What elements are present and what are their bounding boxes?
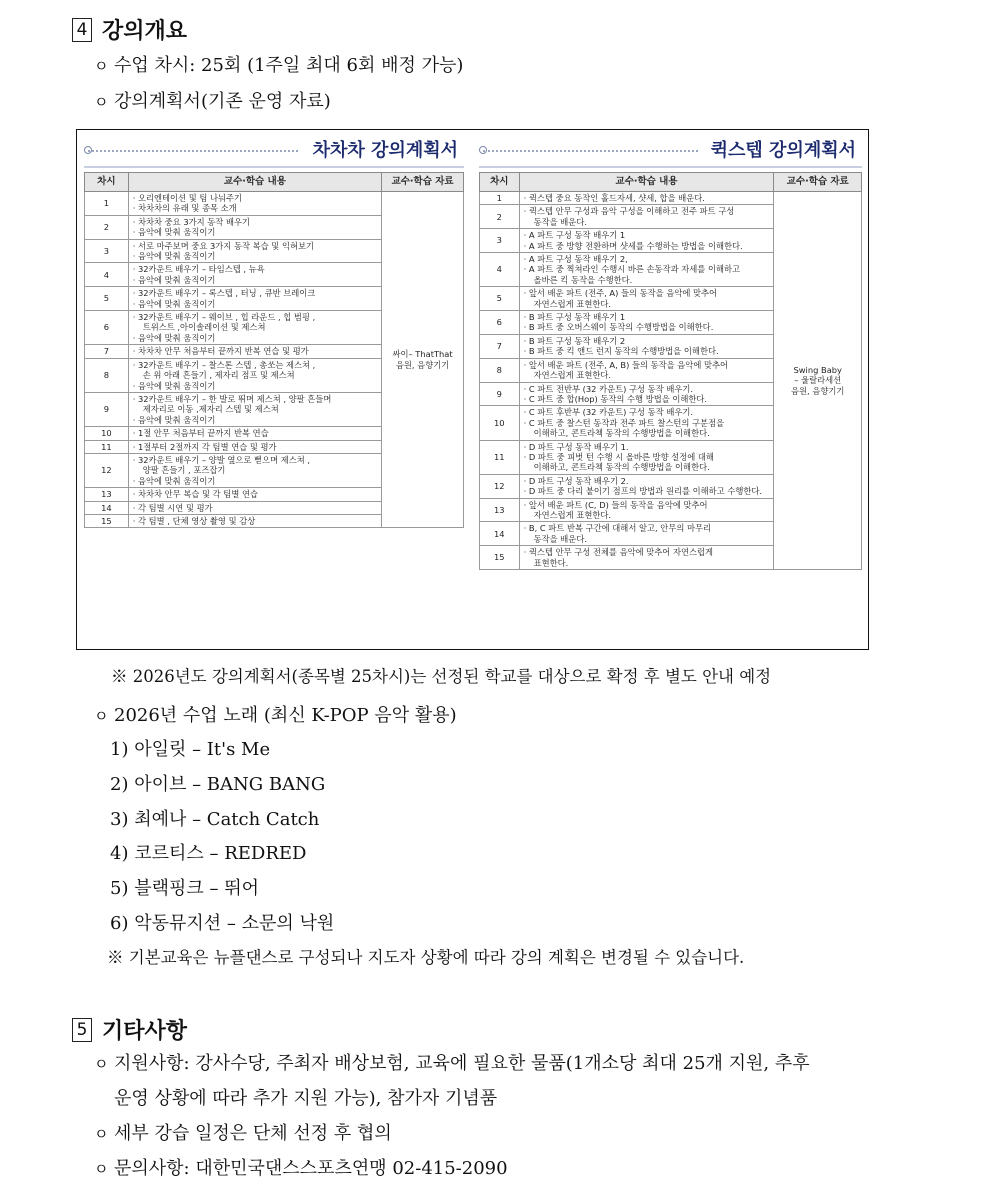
session-content xyxy=(128,215,381,239)
content-line: · 각 팀별 시연 및 평가 xyxy=(132,502,213,513)
session-number: 7 xyxy=(85,345,129,358)
session-number: 8 xyxy=(85,358,129,392)
session-content xyxy=(519,498,774,522)
plan-note: ※ 2026년도 강의계획서(종목별 25차시)는 선정된 학교를 대상으로 확정 후 별도 안내 예정 xyxy=(111,667,772,686)
content-line: · 앞서 배운 파트 (전주, A) 들의 동작을 음악에 맞추어 xyxy=(523,288,718,299)
session-content xyxy=(519,546,774,570)
bullet-text: 문의사항: 대한민국댄스스포츠연맹 02-415-2090 xyxy=(114,1158,508,1179)
session-content xyxy=(519,440,774,474)
session-number: 8 xyxy=(480,358,520,382)
session-number: 7 xyxy=(480,334,520,358)
material-line: 음원, 음향기기 xyxy=(791,385,845,396)
bullet-schedule xyxy=(94,1122,392,1146)
session-number: 4 xyxy=(85,263,129,287)
session-content xyxy=(128,427,381,440)
quickstep-table xyxy=(479,172,862,570)
content-line: · 32카운트 배우기 – 록스텝 , 터닝 , 큐반 브레이크 xyxy=(132,288,316,299)
bullet-text: 2026년 수업 노래 (최신 K-POP 음악 활용) xyxy=(114,705,457,726)
content-line: · 음악에 맞춰 움직이기 xyxy=(132,274,216,285)
section-5-heading xyxy=(72,1014,187,1045)
session-content xyxy=(128,488,381,501)
content-line: · D 파트 중 피벗 턴 수행 시 올바른 방향 설정에 대해 xyxy=(523,451,714,462)
content-line: · 32카운트 배우기 – 양발 옆으로 뻗으며 제스쳐 , xyxy=(132,454,311,465)
content-line: · A 파트 구성 동작 배우기 1 xyxy=(523,230,626,241)
bullet-plan xyxy=(94,90,331,114)
content-line: · C 파트 중 찰스턴 동작과 전주 파트 찰스턴의 구분점을 xyxy=(523,417,725,428)
bullet-mark: ㅇ xyxy=(94,707,109,725)
content-line: · 음악에 맞춰 움직이기 xyxy=(132,298,216,309)
content-line: · D 파트 구성 동작 배우기 2. xyxy=(523,475,629,486)
content-line: · 1절부터 2절까지 각 팀별 연습 및 평가 xyxy=(132,441,277,452)
session-number: 12 xyxy=(85,453,129,487)
session-content xyxy=(128,453,381,487)
content-line: 제자리로 이동 ,제자리 스텝 및 제스쳐 xyxy=(142,404,279,415)
section-title: 강의개요 xyxy=(102,19,188,44)
session-content xyxy=(128,311,381,345)
plan-header xyxy=(479,136,862,172)
session-content xyxy=(519,382,774,406)
bullet-support xyxy=(94,1052,810,1076)
content-line: · D 파트 구성 동작 배우기 1. xyxy=(523,441,629,452)
content-line: 표현한다. xyxy=(533,557,569,568)
content-line: · B 파트 구성 동작 배우기 2 xyxy=(523,335,626,346)
content-line: · 앞서 배운 파트 (C, D) 들의 동작을 음악에 맞추어 xyxy=(523,499,708,510)
session-content xyxy=(519,311,774,335)
content-line: 이해하고, 콘트라첵 동작의 수행방법을 이해한다. xyxy=(533,462,710,473)
bullet-mark: ㅇ xyxy=(94,1055,109,1073)
session-content xyxy=(128,287,381,311)
plan-header xyxy=(84,136,464,172)
content-line: 자연스럽게 표현한다. xyxy=(533,509,612,520)
table-row xyxy=(480,192,862,205)
table-header-row xyxy=(85,173,464,192)
bullet-songs xyxy=(94,704,457,728)
session-number: 15 xyxy=(480,546,520,570)
material-cell xyxy=(774,192,862,570)
content-line: · C 파트 후반부 (32 카운트) 구성 동작 배우기. xyxy=(523,407,694,418)
session-content xyxy=(128,501,381,514)
bullet-mark: ㅇ xyxy=(94,57,109,75)
table-header-row xyxy=(480,173,862,192)
section-number: 4 xyxy=(72,18,92,42)
bullet-support-cont xyxy=(114,1087,497,1111)
session-content xyxy=(519,229,774,253)
session-number: 6 xyxy=(480,311,520,335)
quickstep-plan xyxy=(479,136,862,570)
session-number: 3 xyxy=(85,239,129,263)
content-line: · 차차차의 유래 및 종목 소개 xyxy=(132,203,237,214)
content-line: · A 파트 구성 동작 배우기 2, xyxy=(523,254,628,265)
session-content xyxy=(128,192,381,216)
content-line: 올바른 킥 동작을 수행한다. xyxy=(533,274,633,285)
session-content xyxy=(128,345,381,358)
session-number: 1 xyxy=(85,192,129,216)
session-number: 13 xyxy=(85,488,129,501)
content-line: · 퀵스텝 안무 구성과 음악 구성을 이해하고 전주 파트 구성 xyxy=(523,206,735,217)
session-content xyxy=(519,334,774,358)
session-number: 4 xyxy=(480,253,520,287)
bullet-text: 운영 상황에 따라 추가 지원 가능), 참가자 기념품 xyxy=(114,1088,498,1109)
session-content xyxy=(519,406,774,440)
content-line: · 각 팀별 , 단체 영상 촬영 및 감상 xyxy=(132,515,256,526)
content-line: · 차차차 안무 복습 및 각 팀별 연습 xyxy=(132,489,258,500)
material-line: Swing Baby xyxy=(793,364,842,375)
bullet-text: 지원사항: 강사수당, 주최자 배상보험, 교육에 필요한 물품(1개소당 최대 25개 지원, 추후 xyxy=(114,1053,810,1074)
session-content xyxy=(519,358,774,382)
bullet-mark: ㅇ xyxy=(94,1160,109,1178)
content-line: · 32카운트 배우기 – 찰스톤 스텝 , 총쏘는 제스쳐 , xyxy=(132,359,316,370)
content-line: · 앞서 배운 파트 (전주, A, B) 들의 동작을 음악에 맞추어 xyxy=(523,359,729,370)
session-number: 9 xyxy=(85,392,129,426)
session-number: 9 xyxy=(480,382,520,406)
session-number: 10 xyxy=(480,406,520,440)
session-content xyxy=(128,440,381,453)
session-content xyxy=(128,358,381,392)
session-content xyxy=(128,239,381,263)
lecture-plan-figure xyxy=(76,129,869,650)
song-item: 1) 아일릿 – It's Me xyxy=(110,739,271,760)
session-content xyxy=(519,474,774,498)
session-number: 10 xyxy=(85,427,129,440)
content-line: · B 파트 구성 동작 배우기 1 xyxy=(523,312,626,323)
section-number: 5 xyxy=(72,1018,92,1042)
curriculum-note: ※ 기본교육은 뉴플댄스로 구성되나 지도자 상황에 따라 강의 계획은 변경될 수 있습니다. xyxy=(107,948,745,967)
session-content xyxy=(519,192,774,205)
chachacha-table xyxy=(84,172,464,528)
content-line: 동작을 배운다. xyxy=(533,533,587,544)
session-content xyxy=(128,514,381,527)
content-line: 트위스트 ,아이솔레이션 및 제스쳐 xyxy=(142,322,266,333)
session-number: 12 xyxy=(480,474,520,498)
content-line: · 1절 안무 처음부터 끝까지 반복 연습 xyxy=(132,428,269,439)
session-number: 2 xyxy=(480,205,520,229)
bullet-mark: ㅇ xyxy=(94,93,109,111)
content-line: · 음악에 맞춰 움직이기 xyxy=(132,475,216,486)
content-line: · 퀵스텝 안무 구성 전체를 음악에 맞추어 자연스럽게 xyxy=(523,547,714,558)
content-line: · 차차차 안무 처음부터 끝까지 반복 연습 및 평가 xyxy=(132,346,309,357)
content-line: · 32카운트 배우기 – 타임스텝 , 뉴욕 xyxy=(132,264,265,275)
session-number: 3 xyxy=(480,229,520,253)
bullet-text: 강의계획서(기존 운영 자료) xyxy=(114,91,331,112)
col-header: 교수·학습 내용 xyxy=(128,173,381,192)
content-line: · 퀵스텝 중요 동작인 홀드자세, 샷세, 합을 배운다. xyxy=(523,193,705,203)
content-line: · A 파트 중 방향 전환하며 샷세를 수행하는 방법을 이해한다. xyxy=(523,240,743,251)
header-underline xyxy=(84,166,464,168)
session-content xyxy=(519,522,774,546)
col-header: 교수·학습 내용 xyxy=(519,173,774,192)
col-header: 차시 xyxy=(480,173,520,192)
material-line: 싸이– ThatThat xyxy=(392,349,453,360)
content-line: · B 파트 중 오버스웨이 동작의 수행방법을 이해한다. xyxy=(523,322,714,333)
material-line: 음원, 음향기기 xyxy=(395,359,450,370)
session-content xyxy=(519,287,774,311)
col-header: 교수·학습 자료 xyxy=(774,173,862,192)
content-line: · A 파트 중 찍쳐라인 수행시 바른 손동작과 자세를 이해하고 xyxy=(523,264,741,275)
song-item: 3) 최예나 – Catch Catch xyxy=(110,809,320,830)
session-number: 5 xyxy=(480,287,520,311)
material-cell xyxy=(382,192,464,528)
content-line: · D 파트 중 다리 붙이기 점프의 방법과 원리를 이해하고 수행한다. xyxy=(523,486,763,497)
session-number: 14 xyxy=(480,522,520,546)
content-line: · 음악에 맞춰 움직이기 xyxy=(132,414,216,425)
content-line: · 서로 마주보며 중요 3가지 동작 복습 및 익혀보기 xyxy=(132,240,315,251)
plan-title: 차차차 강의계획서 xyxy=(312,140,458,161)
section-4-heading xyxy=(72,14,187,45)
table-row xyxy=(85,192,464,216)
content-line: · 음악에 맞춰 움직이기 xyxy=(132,380,216,391)
content-line: · B, C 파트 반복 구간에 대해서 알고, 안무의 마무리 xyxy=(523,523,712,534)
session-number: 11 xyxy=(480,440,520,474)
song-item: 4) 코르티스 – REDRED xyxy=(110,843,307,864)
plan-title: 퀵스텝 강의계획서 xyxy=(710,140,856,161)
session-number: 13 xyxy=(480,498,520,522)
song-item: 6) 악동뮤지션 – 소문의 낙원 xyxy=(110,913,335,934)
col-header: 교수·학습 자료 xyxy=(382,173,464,192)
content-line: · 음악에 맞춰 움직이기 xyxy=(132,227,216,238)
session-content xyxy=(128,392,381,426)
content-line: 동작을 배운다. xyxy=(533,216,587,227)
table-body xyxy=(85,192,464,528)
content-line: 이해하고, 콘트라첵 동작의 수행방법을 이해한다. xyxy=(533,428,710,439)
session-number: 5 xyxy=(85,287,129,311)
session-content xyxy=(519,253,774,287)
content-line: 자연스럽게 표현한다. xyxy=(533,298,612,309)
session-content xyxy=(128,263,381,287)
song-item: 5) 블랙핑크 – 뛰어 xyxy=(110,878,259,899)
bullet-mark: ㅇ xyxy=(94,1125,109,1143)
bullet-text: 수업 차시: 25회 (1주일 최대 6회 배정 가능) xyxy=(114,55,464,76)
session-number: 11 xyxy=(85,440,129,453)
section-title: 기타사항 xyxy=(102,1019,188,1044)
bullet-text: 세부 강습 일정은 단체 선정 후 협의 xyxy=(114,1123,392,1144)
content-line: 손 위 아래 흔들기 , 제자리 점프 및 제스쳐 xyxy=(142,370,295,381)
session-number: 1 xyxy=(480,192,520,205)
session-content xyxy=(519,205,774,229)
chachacha-plan xyxy=(84,136,464,528)
content-line: · C 파트 중 합(Hop) 동작의 수행 방법을 이해한다. xyxy=(523,393,708,404)
bullet-sessions xyxy=(94,54,463,78)
header-underline xyxy=(479,166,862,168)
table-body xyxy=(480,192,862,570)
session-number: 2 xyxy=(85,215,129,239)
session-number: 6 xyxy=(85,311,129,345)
content-line: · 32카운트 배우기 – 웨이브 , 힙 라운드 , 힙 범핑 , xyxy=(132,312,316,323)
session-number: 14 xyxy=(85,501,129,514)
content-line: · B 파트 중 킥 앤드 런지 동작의 수행방법을 이해한다. xyxy=(523,346,719,357)
content-line: · 차차차 중요 3가지 동작 배우기 xyxy=(132,216,250,227)
dotted-rule xyxy=(88,150,298,152)
session-number: 15 xyxy=(85,514,129,527)
content-line: 자연스럽게 표현한다. xyxy=(533,370,612,381)
content-line: 양팔 흔들기 , 포즈잡기 xyxy=(142,465,226,476)
col-header: 차시 xyxy=(85,173,129,192)
bullet-contact xyxy=(94,1157,508,1181)
material-line: – 울랄라세션 xyxy=(794,375,842,386)
song-item: 2) 아이브 – BANG BANG xyxy=(110,774,326,795)
content-line: · 음악에 맞춰 움직이기 xyxy=(132,332,216,343)
content-line: · 오리엔테이션 및 팀 나눠주기 xyxy=(132,193,243,203)
content-line: · 음악에 맞춰 움직이기 xyxy=(132,251,216,262)
content-line: · C 파트 전반부 (32 카운트) 구성 동작 배우기. xyxy=(523,383,694,394)
dotted-rule xyxy=(483,150,698,152)
content-line: · 32카운트 배우기 – 한 발로 뛰며 제스쳐 , 양팔 흔들며 xyxy=(132,393,332,404)
